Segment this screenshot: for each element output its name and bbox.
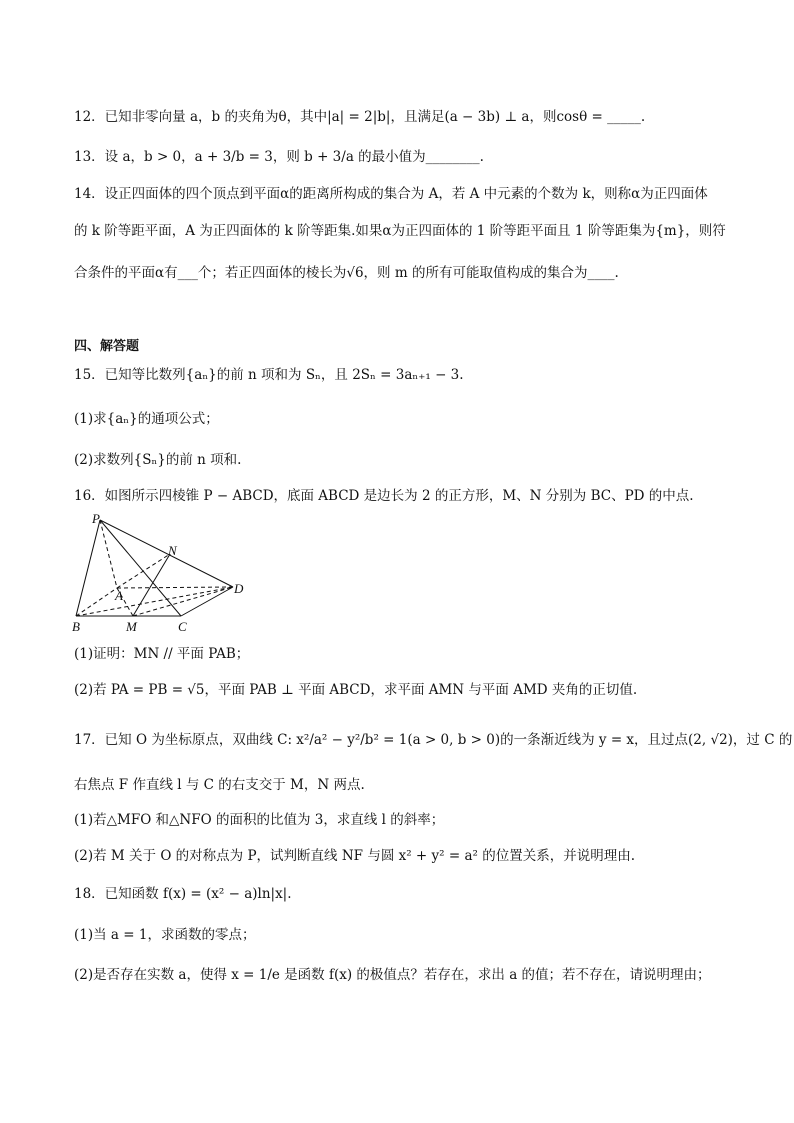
section-heading: 四、解答题	[74, 339, 140, 354]
question-14-line2: 的 k 阶等距平面，A 为正四面体的 k 阶等距集.如果α为正四面体的 1 阶等距平面且 1 阶等距集为{m}，则符	[74, 223, 726, 239]
label-a: A	[115, 588, 123, 603]
question-17-part2: (2)若 M 关于 O 的对称点为 P，试判断直线 NF 与圆 x² + y² = a² 的位置关系，并说明理由.	[74, 848, 636, 864]
question-16: 16．如图所示四棱锥 P − ABCD，底面 ABCD 是边长为 2 的正方形，M、N 分别为 BC、PD 的中点.	[74, 488, 694, 504]
pyramid-figure	[70, 512, 260, 637]
segment-mn	[133, 554, 170, 616]
question-17-line2: 右焦点 F 作直线 l 与 C 的右支交于 M，N 两点.	[74, 777, 365, 793]
question-18: 18．已知函数 f(x) = (x² − a)ln|x|.	[74, 886, 292, 902]
segment-an	[117, 554, 170, 588]
question-15: 15．已知等比数列{aₙ}的前 n 项和为 Sₙ，且 2Sₙ = 3aₙ₊₁ − 3.	[74, 367, 464, 383]
question-18-part2: (2)是否存在实数 a，使得 x = 1/e 是函数 f(x) 的极值点？若存在，求出 a 的值；若不存在，请说明理由；	[74, 967, 711, 983]
question-16-part1: (1)证明：MN // 平面 PAB；	[74, 646, 250, 662]
label-n: N	[168, 543, 177, 558]
edge-ad	[117, 587, 233, 588]
question-17-part1: (1)若△MFO 和△NFO 的面积的比值为 3，求直线 l 的斜率；	[74, 812, 445, 828]
edge-pd	[100, 520, 233, 587]
question-12: 12．已知非零向量 a，b 的夹角为θ，其中|a| = 2|b|，且满足(a − 3b) ⊥ a，则cosθ = _____.	[74, 109, 646, 125]
label-m: M	[126, 619, 137, 634]
question-16-part2: (2)若 PA = PB = √5，平面 PAB ⊥ 平面 ABCD，求平面 AMN 与平面 AMD 夹角的正切值.	[74, 682, 638, 698]
question-14-line1: 14．设正四面体的四个顶点到平面α的距离所构成的集合为 A，若 A 中元素的个数为 k，则称α为正四面体	[74, 186, 708, 202]
question-17-line1: 17．已知 O 为坐标原点，双曲线 C: x²/a² − y²/b² = 1(a > 0, b > 0)的一条渐近线为 y = x，且过点(2, √2)，过 C 的	[74, 732, 793, 748]
question-18-part1: (1)当 a = 1，求函数的零点；	[74, 927, 256, 943]
question-15-part2: (2)求数列{Sₙ}的前 n 项和.	[74, 452, 242, 468]
question-15-part1: (1)求{aₙ}的通项公式；	[74, 411, 219, 427]
label-p: P	[92, 512, 100, 526]
label-c: C	[178, 619, 187, 634]
question-13: 13．设 a，b > 0，a + 3/b = 3，则 b + 3/a 的最小值为________.	[74, 149, 484, 165]
label-b: B	[72, 619, 80, 634]
label-d: D	[234, 581, 244, 596]
diagonal-bd	[76, 587, 233, 616]
question-14-line3: 合条件的平面α有___个；若正四面体的棱长为√6，则 m 的所有可能取值构成的集合为____.	[74, 265, 619, 281]
